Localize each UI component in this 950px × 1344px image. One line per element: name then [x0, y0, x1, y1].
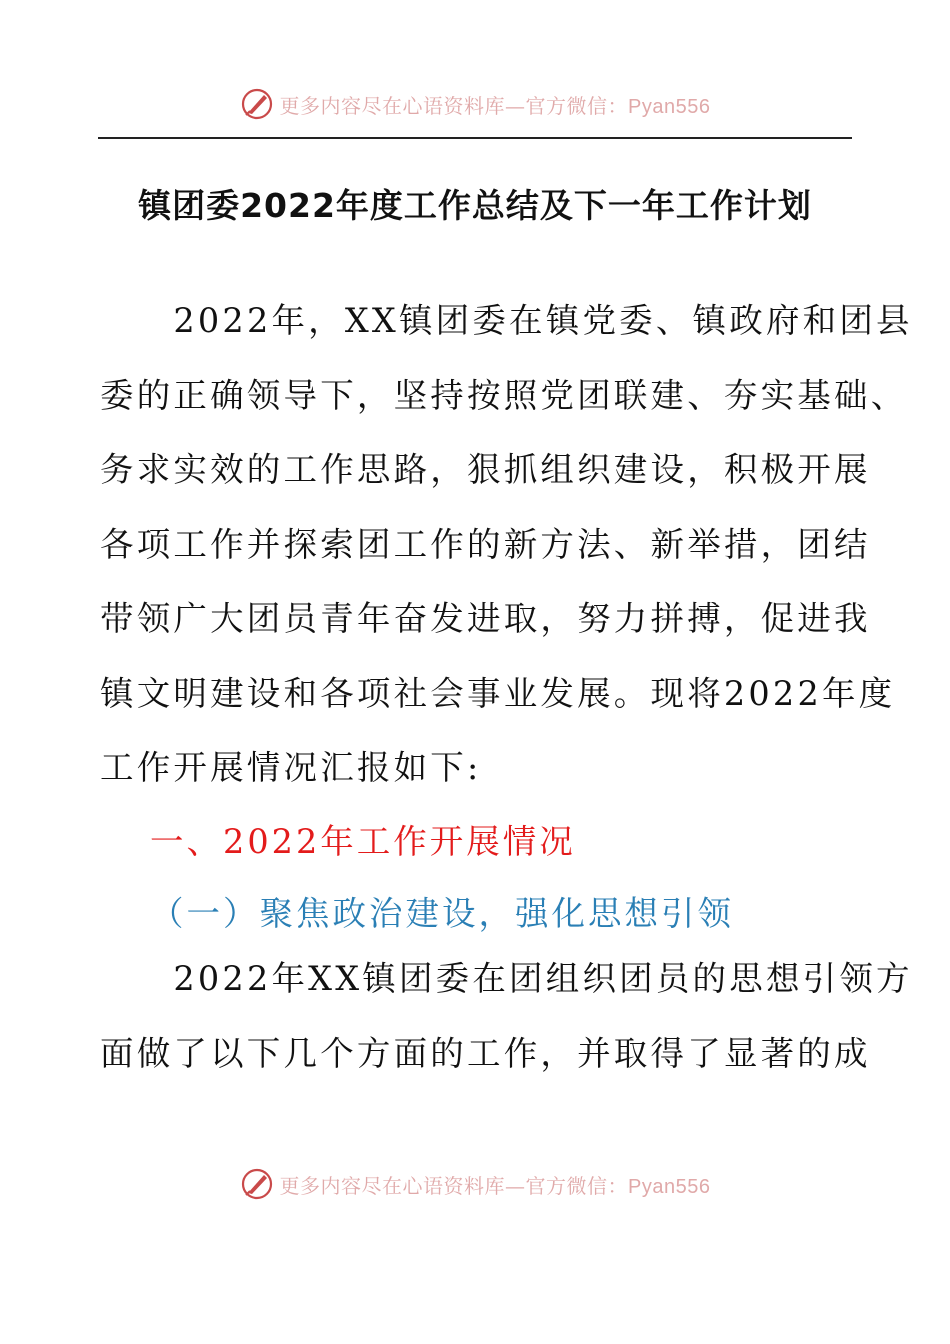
section-heading-1: 一、2022年工作开展情况 — [150, 822, 576, 861]
header-divider — [98, 137, 852, 139]
watermark-text: 更多内容尽在心语资料库—官方微信： — [279, 1173, 629, 1198]
paragraph-line: 委的正确领导下，坚持按照党团联建、夯实基础、 — [100, 375, 908, 415]
footer-watermark — [0, 1164, 950, 1204]
paragraph-line: 工作开展情况汇报如下: — [100, 748, 482, 787]
watermark-wechat: Pyan556 — [628, 95, 711, 118]
paragraph-line: 面做了以下几个方面的工作，并取得了显著的成 — [100, 1033, 871, 1073]
paragraph-section — [100, 942, 913, 1091]
quill-logo-icon — [240, 87, 274, 121]
paragraph-line: 务求实效的工作思路，狠抓组织建设，积极开展 — [100, 450, 871, 489]
watermark-text: 更多内容尽在心语资料库—官方微信： — [279, 93, 629, 118]
watermark-wechat: Pyan556 — [628, 1175, 711, 1198]
header-watermark — [0, 84, 950, 124]
document-title: 镇团委2022年度工作总结及下一年工作计划 — [138, 186, 812, 225]
paragraph-line: 各项工作并探索团工作的新方法、新举措，团结 — [100, 524, 871, 564]
quill-logo-icon — [240, 1167, 274, 1201]
paragraph-line: 2022年XX镇团委在团组织团员的思想引领方 — [100, 959, 913, 998]
paragraph-line: 镇文明建设和各项社会事业发展。现将2022年度 — [100, 673, 896, 713]
subsection-heading: （一）聚焦政治建设，强化思想引领 — [150, 894, 734, 933]
paragraph-line: 2022年，XX镇团委在镇党委、镇政府和团县 — [100, 301, 913, 340]
paragraph-intro — [100, 284, 913, 806]
paragraph-line: 带领广大团员青年奋发进取，努力拼搏，促进我 — [100, 599, 871, 638]
